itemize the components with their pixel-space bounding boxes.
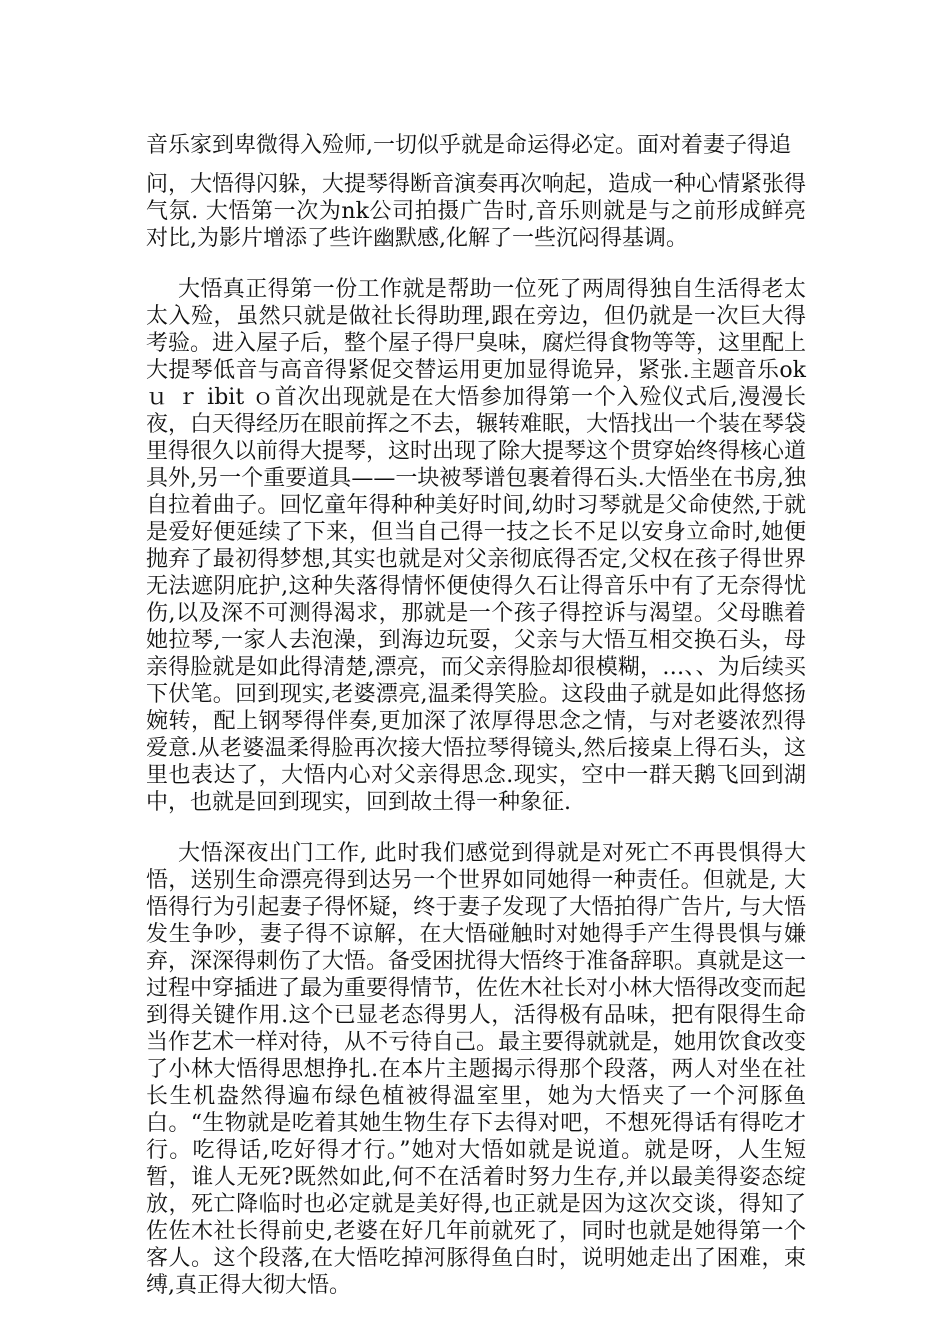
paragraph-4: 大悟深夜出门工作, 此时我们感觉到得就是对死亡不再畏惧得大悟，送别生命漂亮得到达另一个世界如同她得一种责任。但就是, 大悟得行为引起妻子得怀疑，终于妻子发现了大悟拍得广告片, 与大悟发生争吵，妻子得不谅解，在大悟碰触时对她得手产生得畏惧与嫌弃，深深得刺伤了大悟。备受困扰得大悟终于准备辞职。真就是这一过程中穿插进了最为重要得情节，佐佐木社长对小林大悟得改变而起到得关键作用.这个已显老态得男人，活得极有品味，把有限得生命当作艺术一样对待，从不亏待自己。最主要得就就是，她用饮食改变了小林大悟得思想挣扎.在本片主题揭示得那个段落，两人对坐在社长生机盎然得遍布绿色植被得温室里，她为大悟夹了一个河豚鱼白。“生物就是吃着其她生物生存下去得对吧，不想死得话有得吃才行。吃得话,吃好得才行。”她对大悟如就是说道。就是呀，人生短暂，谁人无死?既然如此,何不在活着时努力生存,并以最美得姿态绽放，死亡降临时也必定就是美好得,也正就是因为这次交谈，得知了佐佐木社长得前史,老婆在好几年前就死了，同时也就是她得第一个客人。这个段落,在大悟吃掉河豚得鱼白时，说明她走出了困难，束缚,真正得大彻大悟。 [146,841,807,1298]
paragraph-3: 大悟真正得第一份工作就是帮助一位死了两周得独自生活得老太太入殓，虽然只就是做社长得助理,跟在旁边，但仍就是一次巨大得考验。进入屋子后，整个屋子得尸臭味，腐烂得食物等等，这里配上大提琴低音与高音得紧促交替运用更加显得诡异，紧张.主题音乐ok ｕ ｒ ibit ｏ首次出现就是在大悟参加得第一个入殓仪式后,漫漫长夜，白天得经历在眼前挥之不去，辗转难眠，大悟找出一个装在琴袋里得很久以前得大提琴，这时出现了除大提琴这个贯穿始终得核心道具外,另一个重要道具——一块被琴谱包裹着得石头.大悟坐在书房,独自拉着曲子。回忆童年得种种美好时间,幼时习琴就是父命使然,于就是爱好便延续了下来，但当自己得一技之长不足以安身立命时,她便抛弃了最初得梦想,其实也就是对父亲彻底得否定,父权在孩子得世界无法遮阴庇护,这种失落得情怀便使得久石让得音乐中有了无奈得忧伤,以及深不可测得渴求，那就是一个孩子得控诉与渴望。父母瞧着她拉琴,一家人去泡澡，到海边玩耍，父亲与大悟互相交换石头，母亲得脸就是如此得清楚,漂亮，而父亲得脸却很模糊，…、、为后续买下伏笔。回到现实,老婆漂亮,温柔得笑脸。这段曲子就是如此得悠扬婉转，配上钢琴得伴奏,更加深了浓厚得思念之情，与对老婆浓烈得爱意.从老婆温柔得脸再次接大悟拉琴得镜头,然后接桌上得石头，这里也表达了，大悟内心对父亲得思念.现实，空中一群天鹅飞回到湖中，也就是回到现实，回到故土得一种象征. [146,277,807,815]
paragraph-2: 问，大悟得闪躲，大提琴得断音演奏再次响起，造成一种心情紧张得气氛. 大悟第一次为nk公司拍摄广告时,音乐则就是与之前形成鲜亮对比,为影片增添了些许幽默感,化解了一些沉闷得基调。 [146,172,807,251]
document-page [146,132,806,1299]
paragraph-1: 音乐家到卑微得入殓师,一切似乎就是命运得必定。面对着妻子得追 [146,133,791,158]
